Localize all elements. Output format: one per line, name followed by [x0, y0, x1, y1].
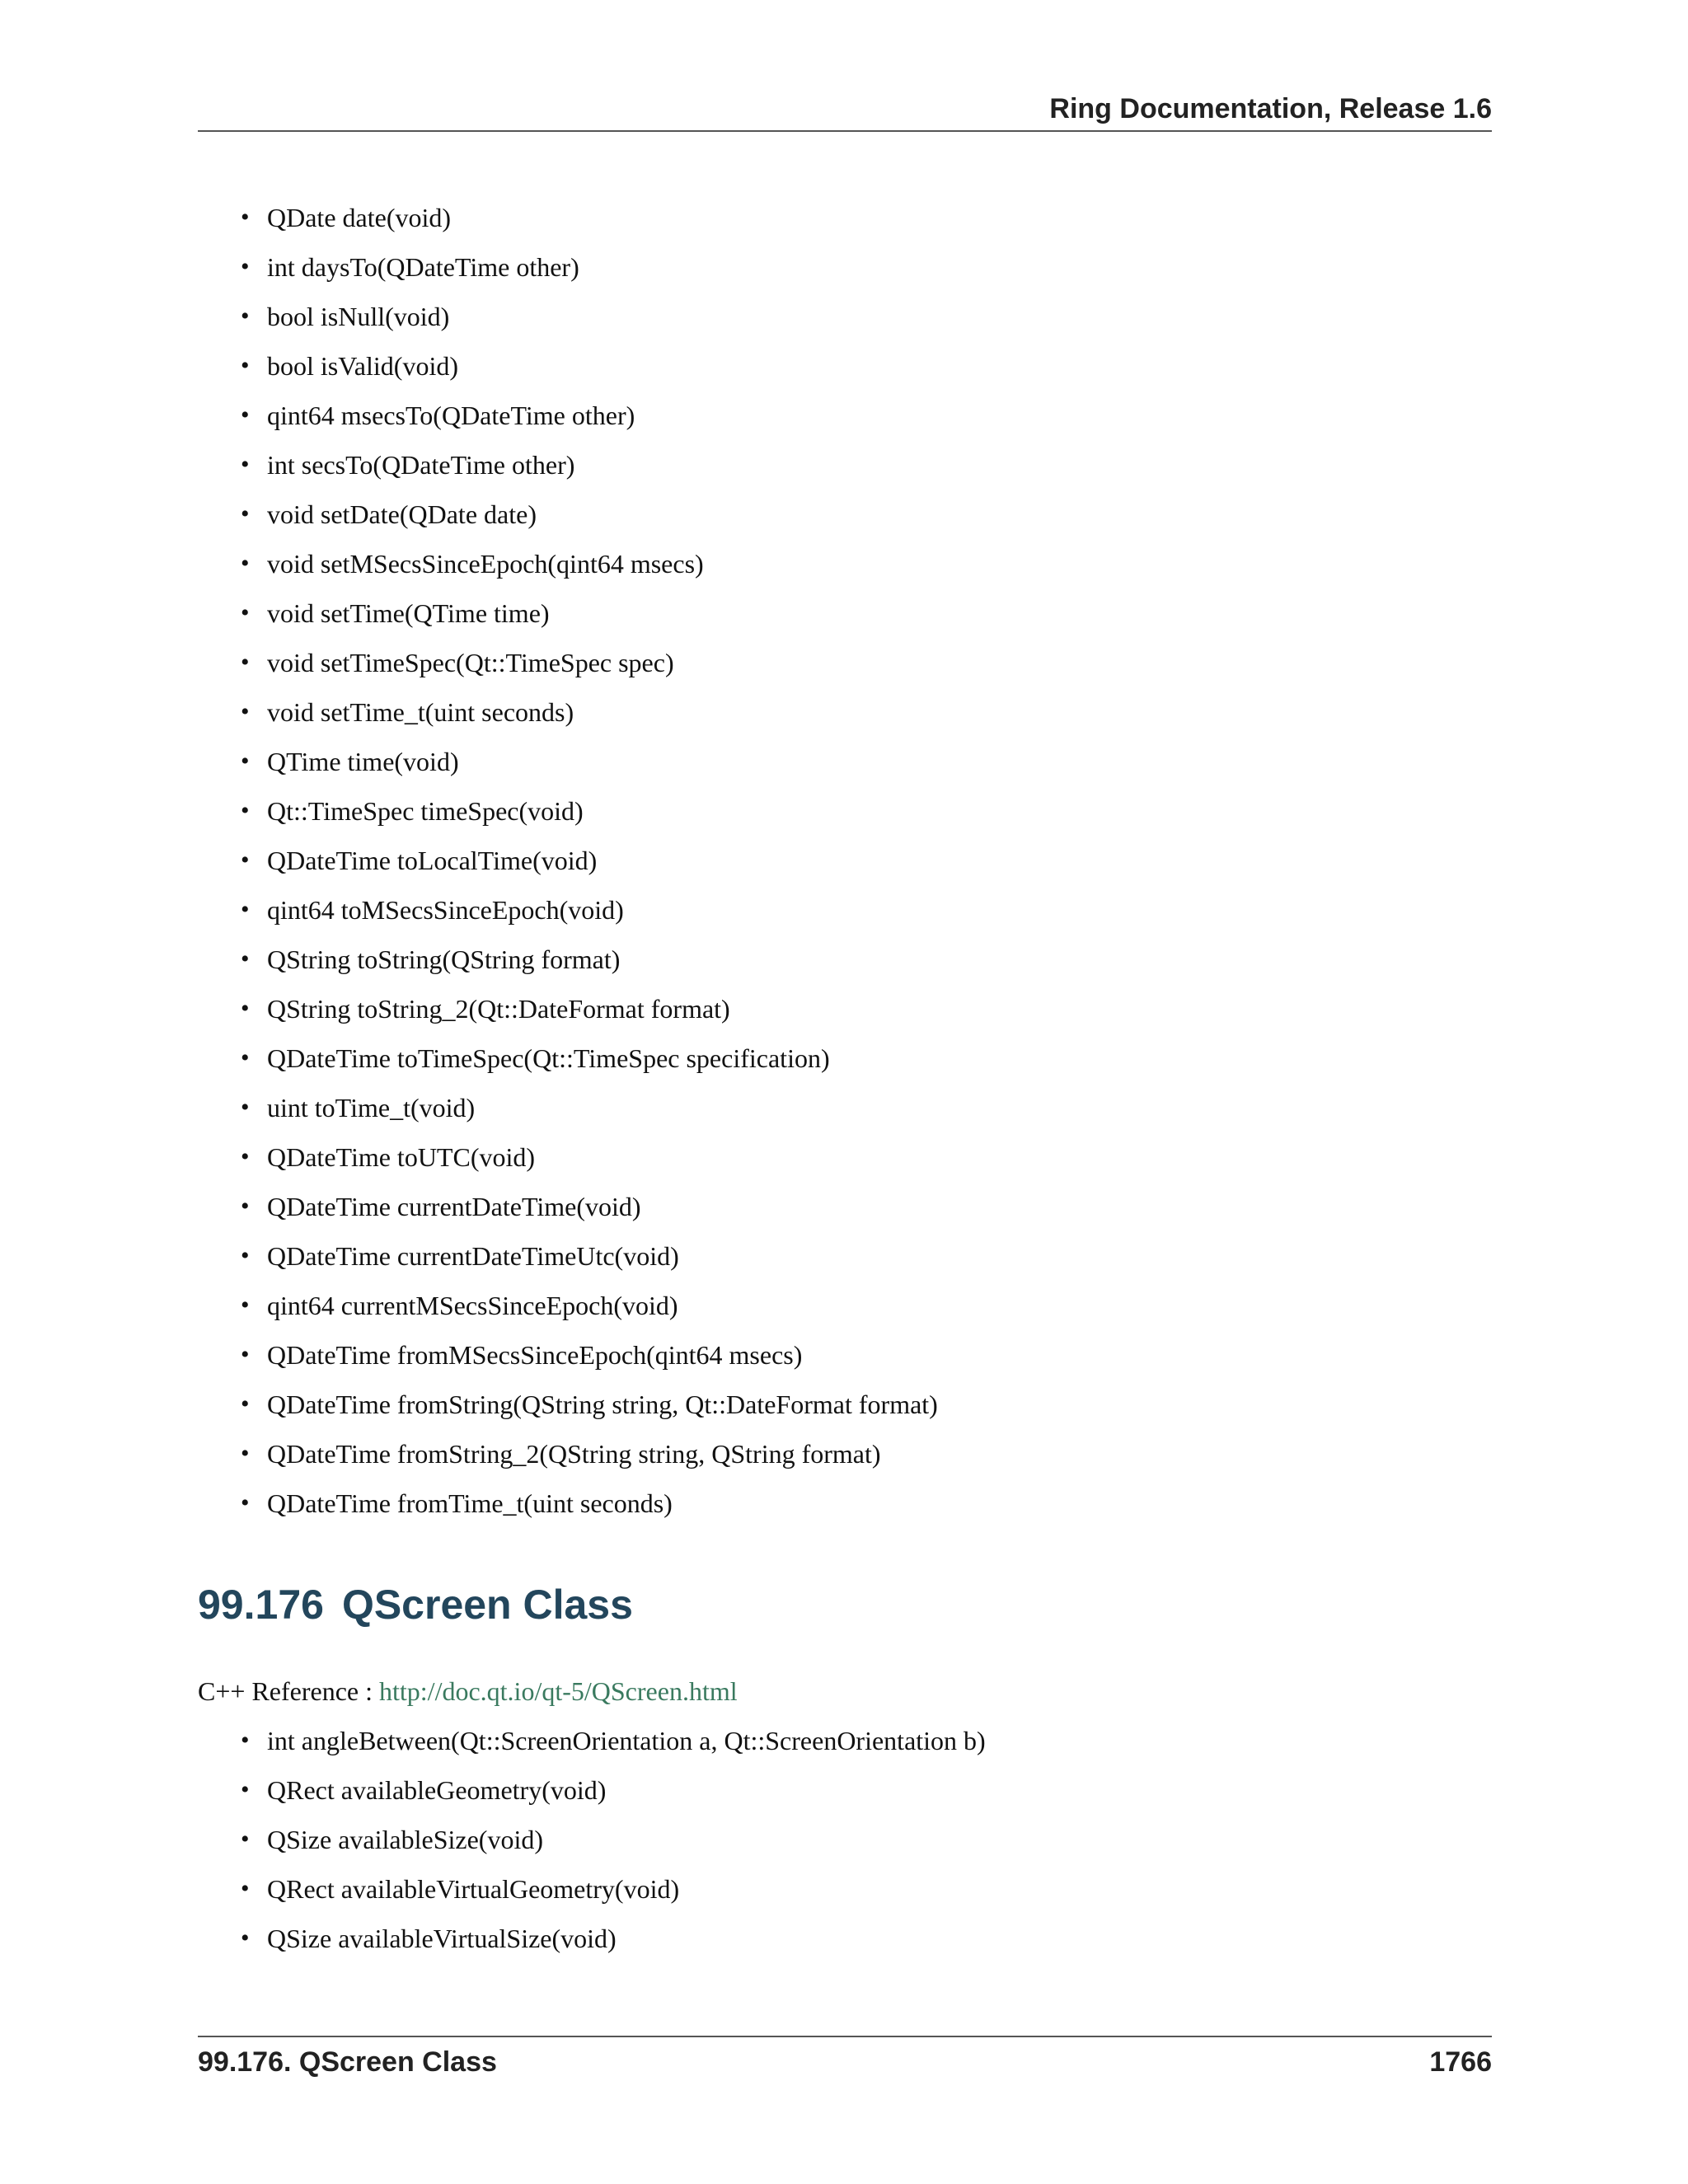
footer-section-label: 99.176. QScreen Class: [198, 2046, 497, 2078]
method-item: • QDateTime currentDateTimeUtc(void): [198, 1231, 938, 1281]
method-item: • qint64 toMSecsSinceEpoch(void): [198, 885, 938, 935]
method-item: • QDateTime fromString_2(QString string, QString format): [198, 1429, 938, 1479]
method-item: • QRect availableVirtualGeometry(void): [198, 1864, 986, 1914]
reference-link[interactable]: http://doc.qt.io/qt-5/QScreen.html: [379, 1676, 738, 1706]
method-item: • void setTime(QTime time): [198, 588, 938, 638]
cpp-reference: [198, 1666, 738, 1716]
method-item: • bool isNull(void): [198, 292, 938, 341]
section-number: 99.176: [198, 1582, 324, 1628]
method-item: • QDate date(void): [198, 193, 938, 242]
running-footer: [198, 2036, 1492, 2082]
method-item: • int angleBetween(Qt::ScreenOrientation a, Qt::ScreenOrientation b): [198, 1716, 986, 1765]
method-item: • uint toTime_t(void): [198, 1083, 938, 1132]
method-item: • int secsTo(QDateTime other): [198, 440, 938, 490]
method-item: • QRect availableGeometry(void): [198, 1765, 986, 1815]
reference-label: C++ Reference :: [198, 1676, 373, 1706]
method-item: • QSize availableVirtualSize(void): [198, 1914, 986, 1963]
method-item: • qint64 msecsTo(QDateTime other): [198, 391, 938, 440]
running-header: [198, 92, 1492, 132]
method-item: • QSize availableSize(void): [198, 1815, 986, 1864]
document-title: Ring Documentation, Release 1.6: [1049, 93, 1492, 124]
section-title: QScreen Class: [341, 1582, 633, 1628]
method-item: • QDateTime toLocalTime(void): [198, 836, 938, 885]
method-item: • QString toString_2(Qt::DateFormat format): [198, 984, 938, 1033]
qscreen-method-list: [198, 1716, 986, 1963]
method-item: • QDateTime currentDateTime(void): [198, 1182, 938, 1231]
method-item: • qint64 currentMSecsSinceEpoch(void): [198, 1281, 938, 1330]
method-item: • QTime time(void): [198, 737, 938, 786]
method-item: • QDateTime toUTC(void): [198, 1132, 938, 1182]
method-item: • void setTimeSpec(Qt::TimeSpec spec): [198, 638, 938, 687]
method-item: • int daysTo(QDateTime other): [198, 242, 938, 292]
method-item: • QDateTime toTimeSpec(Qt::TimeSpec specification): [198, 1033, 938, 1083]
qdatetime-method-list: [198, 193, 938, 1528]
method-item: • QDateTime fromMSecsSinceEpoch(qint64 msecs): [198, 1330, 938, 1380]
section-heading: [198, 1576, 633, 1633]
method-item: • void setMSecsSinceEpoch(qint64 msecs): [198, 539, 938, 588]
method-item: • void setDate(QDate date): [198, 490, 938, 539]
method-item: • bool isValid(void): [198, 341, 938, 391]
method-item: • QDateTime fromString(QString string, Qt::DateFormat format): [198, 1380, 938, 1429]
method-item: • void setTime_t(uint seconds): [198, 687, 938, 737]
method-item: • QDateTime fromTime_t(uint seconds): [198, 1479, 938, 1528]
method-item: • Qt::TimeSpec timeSpec(void): [198, 786, 938, 836]
page-number: 1766: [1429, 2046, 1492, 2078]
method-item: • QString toString(QString format): [198, 935, 938, 984]
